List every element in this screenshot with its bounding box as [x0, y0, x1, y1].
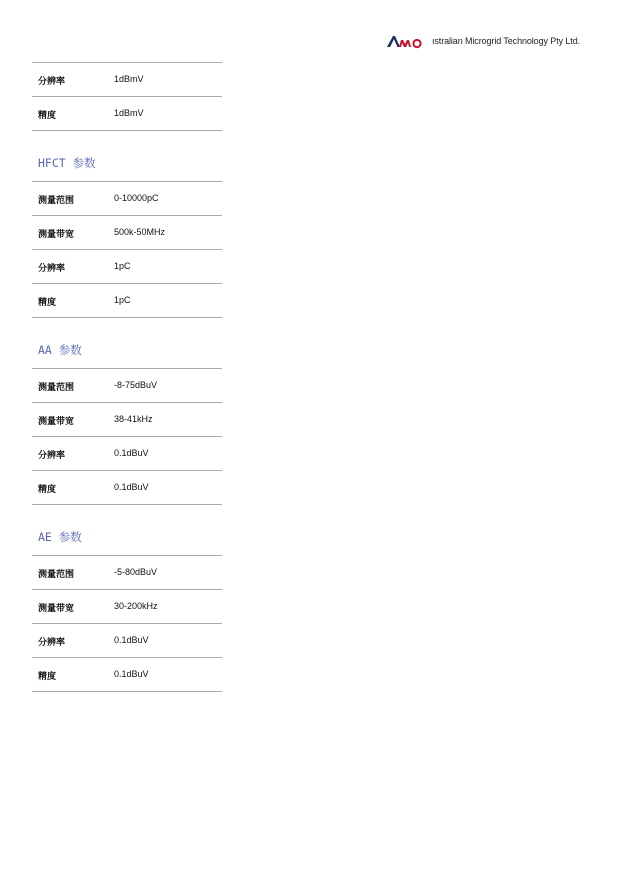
spec-value: 1pC [114, 261, 131, 271]
spec-value: 1dBmV [114, 74, 144, 84]
spec-label: 测量带宽 [38, 417, 75, 427]
spec-row [32, 402, 222, 436]
spec-value: 0.1dBuV [114, 669, 149, 679]
spec-row [32, 470, 222, 505]
spec-label: 测量带宽 [38, 230, 75, 240]
spec-row [32, 623, 222, 657]
spec-label: 分辨率 [38, 264, 66, 274]
spec-value: 0.1dBuV [114, 482, 149, 492]
company-name: ıstralian Microgrid Technology Pty Ltd. [432, 36, 581, 46]
spec-label: 分辨率 [38, 77, 66, 87]
spec-label: 测量范围 [38, 196, 75, 206]
spec-content [32, 62, 222, 692]
amo-logo-icon [386, 34, 426, 50]
spec-row [32, 368, 222, 402]
spec-label: 测量范围 [38, 383, 75, 393]
spec-row [32, 96, 222, 131]
spec-label: 分辨率 [38, 638, 66, 648]
spec-value: 0.1dBuV [114, 448, 149, 458]
spec-row [32, 589, 222, 623]
spec-row [32, 249, 222, 283]
section-title-ae: AE 参数 [38, 530, 82, 544]
spec-value: 38-41kHz [114, 414, 153, 424]
page-header [386, 34, 626, 50]
spec-row [32, 436, 222, 470]
spec-value: -8-75dBuV [114, 380, 158, 390]
ae-spec-table [32, 555, 222, 692]
spec-label: 精度 [38, 672, 57, 682]
spec-row [32, 555, 222, 589]
spec-value: 1dBmV [114, 108, 144, 118]
spec-row [32, 283, 222, 318]
spec-row [32, 181, 222, 215]
spec-value: 0.1dBuV [114, 635, 149, 645]
spec-row [32, 657, 222, 692]
aa-spec-table [32, 368, 222, 505]
hfct-spec-table [32, 181, 222, 318]
section-title-hfct: HFCT 参数 [38, 156, 96, 170]
spec-label: 分辨率 [38, 451, 66, 461]
spec-label: 测量范围 [38, 570, 75, 580]
spec-label: 精度 [38, 298, 57, 308]
spec-label: 精度 [38, 111, 57, 121]
spec-label: 测量带宽 [38, 604, 75, 614]
spec-row [32, 215, 222, 249]
spec-value: 500k-50MHz [114, 227, 166, 237]
spec-value: 0-10000pC [114, 193, 159, 203]
top-spec-group [32, 62, 222, 131]
spec-value: 30-200kHz [114, 601, 158, 611]
spec-value: 1pC [114, 295, 131, 305]
spec-value: -5-80dBuV [114, 567, 158, 577]
section-title-aa: AA 参数 [38, 343, 82, 357]
spec-row [32, 62, 222, 96]
spec-label: 精度 [38, 485, 57, 495]
